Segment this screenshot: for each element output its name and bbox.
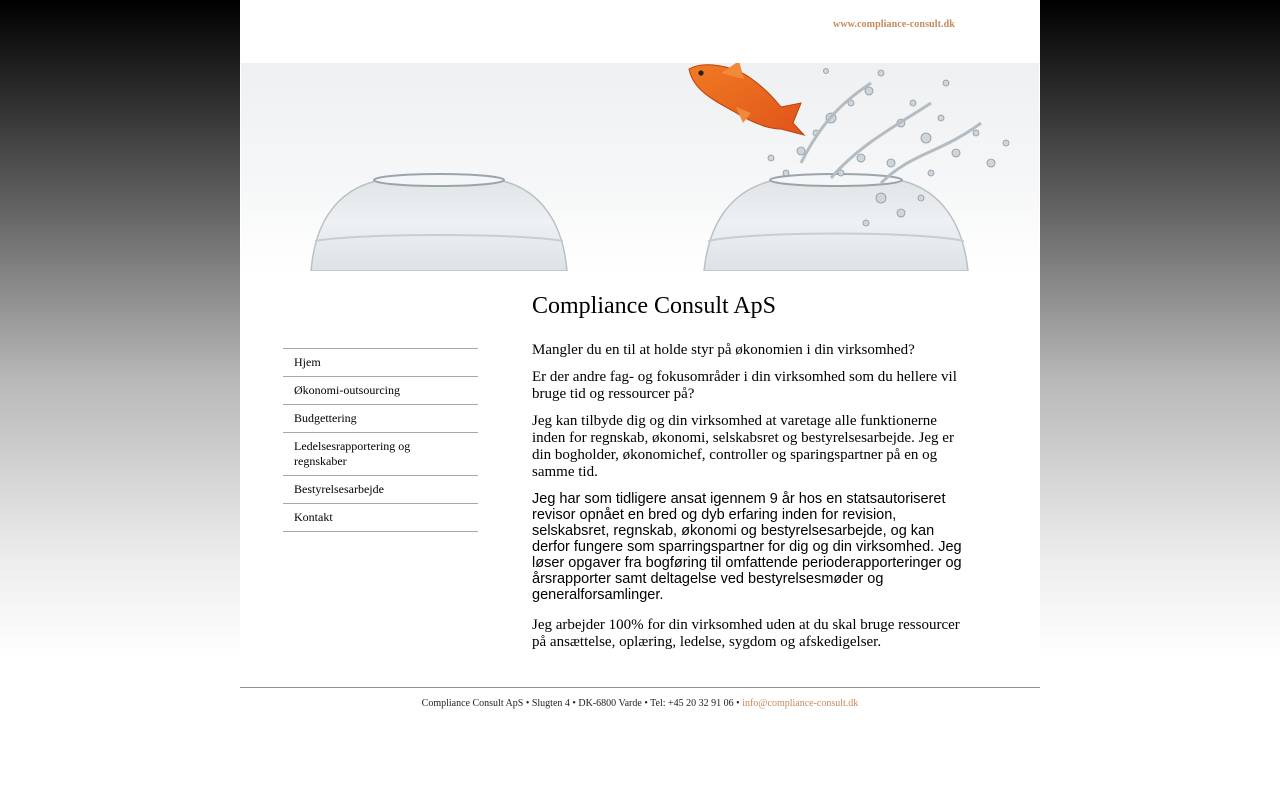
nav-item-budgettering[interactable] — [283, 405, 478, 433]
page-container — [240, 0, 1040, 800]
nav-item-bestyrelsesarbejde[interactable] — [283, 476, 478, 504]
footer-email-link[interactable]: info@compliance-consult.dk — [742, 698, 859, 709]
intro-paragraph-2: Er der andre fag- og fokusområder i din virksomhed som du hellere vil bruge tid og ressourcer på? — [532, 369, 957, 402]
nav-item-label: Hjem — [294, 355, 321, 369]
nav-item-label: Ledelsesrapportering og regnskaber — [294, 439, 411, 468]
intro-paragraph-4: Jeg har som tidligere ansat igennem 9 år hos en statsautoriseret revisor opnået en bred og dyb erfaring inden for revision, selskabsret, regnskab, økonomi og bestyrelsesarbejde, og kan derfor fungere som sparringspartner for dig og din virksomhed. Jeg løser opgaver fra bogføring til omfattende perioderapporteringer og årsrapporter samt deltagelse ved bestyrelsesmøder og generalforsamlinger. — [532, 491, 962, 603]
nav-item-label: Budgettering — [294, 411, 357, 425]
intro-paragraph-1: Mangler du en til at holde styr på økonomien i din virksomhed? — [532, 342, 915, 358]
intro-paragraph-3: Jeg kan tilbyde dig og din virksomhed at varetage alle funktionerne inden for regnskab, økonomi, selskabsret og bestyrelsesarbejde. Jeg er din bogholder, økonomichef, controller og sparingspartner på en og samme tid. — [532, 413, 954, 480]
nav-item-label: Bestyrelsesarbejde — [294, 482, 384, 496]
nav-item-label: Økonomi-outsourcing — [294, 383, 400, 397]
nav-item-hjem[interactable] — [283, 349, 478, 377]
main-content — [532, 291, 972, 661]
nav-item-okonomi-outsourcing[interactable] — [283, 377, 478, 405]
footer-divider — [240, 687, 1040, 688]
page-title: Compliance Consult ApS — [532, 293, 777, 319]
intro-paragraph-5: Jeg arbejder 100% for din virksomhed uden at du skal bruge ressourcer på ansættelse, oplæring, ledelse, sygdom og afskedigelser. — [532, 617, 960, 650]
footer — [240, 698, 1040, 709]
goldfish-jumping-bowls-icon — [241, 63, 1039, 271]
footer-address: Compliance Consult ApS • Slugten 4 • DK-6800 Varde • Tel: +45 20 32 91 06 • — [421, 698, 743, 709]
nav-item-kontakt[interactable] — [283, 504, 478, 532]
nav-item-ledelsesrapportering[interactable] — [283, 433, 478, 476]
banner-image — [241, 63, 1039, 271]
site-url-link[interactable]: www.compliance-consult.dk — [833, 19, 955, 30]
sidebar-nav — [283, 348, 478, 532]
nav-item-label: Kontakt — [294, 510, 333, 524]
